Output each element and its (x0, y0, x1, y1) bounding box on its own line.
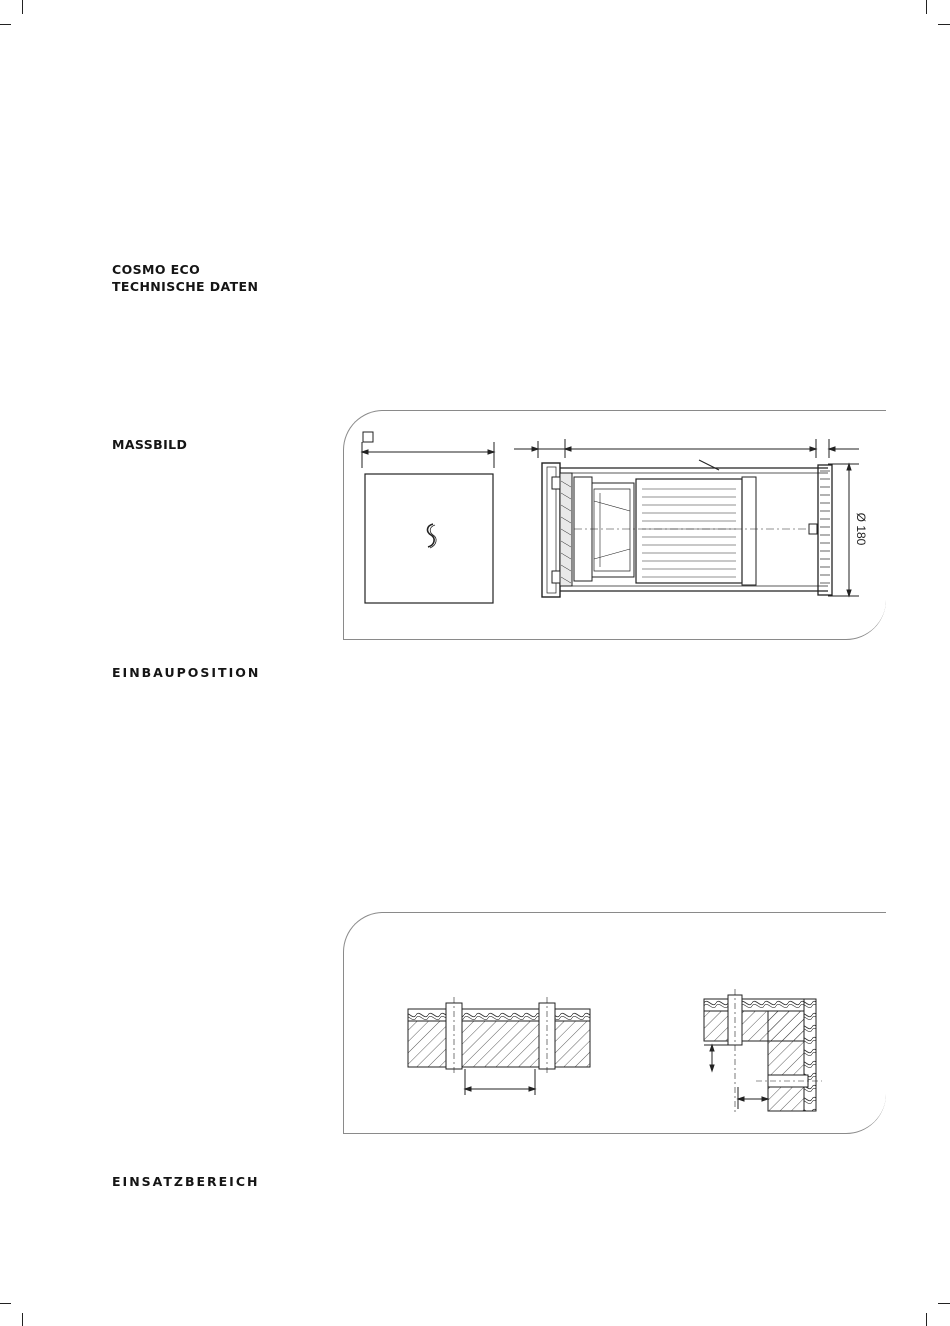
front-cover-outline (365, 474, 493, 603)
crop-mark-br-v (926, 1313, 927, 1326)
crop-mark-tl-h (0, 24, 11, 25)
wall-section (408, 1021, 590, 1067)
crop-mark-bl-v (22, 1313, 23, 1326)
crop-mark-tr-h (938, 24, 950, 25)
crop-mark-bl-h (0, 1303, 11, 1304)
crop-mark-br-h (938, 1303, 950, 1304)
title-line-subtitle: TECHNISCHE DATEN (112, 279, 259, 294)
section-heading-massbild: MASSBILD (112, 437, 188, 452)
square-symbol (363, 432, 373, 442)
document-title (112, 261, 258, 295)
installation-drawing-panel (343, 912, 886, 1134)
installation-drawing (344, 913, 886, 1133)
diameter-label: Ø 180 (854, 512, 868, 546)
title-line-product: COSMO ECO (112, 262, 201, 277)
section-heading-einsatzbereich: EINSATZBEREICH (112, 1174, 260, 1189)
dimension-drawing (344, 411, 886, 639)
crop-mark-tr-v (926, 0, 927, 14)
crop-mark-tl-v (22, 0, 23, 14)
dimension-drawing-panel (343, 410, 886, 640)
section-heading-einbauposition: EINBAUPOSITION (112, 665, 261, 680)
insulation-layer (408, 1009, 590, 1021)
